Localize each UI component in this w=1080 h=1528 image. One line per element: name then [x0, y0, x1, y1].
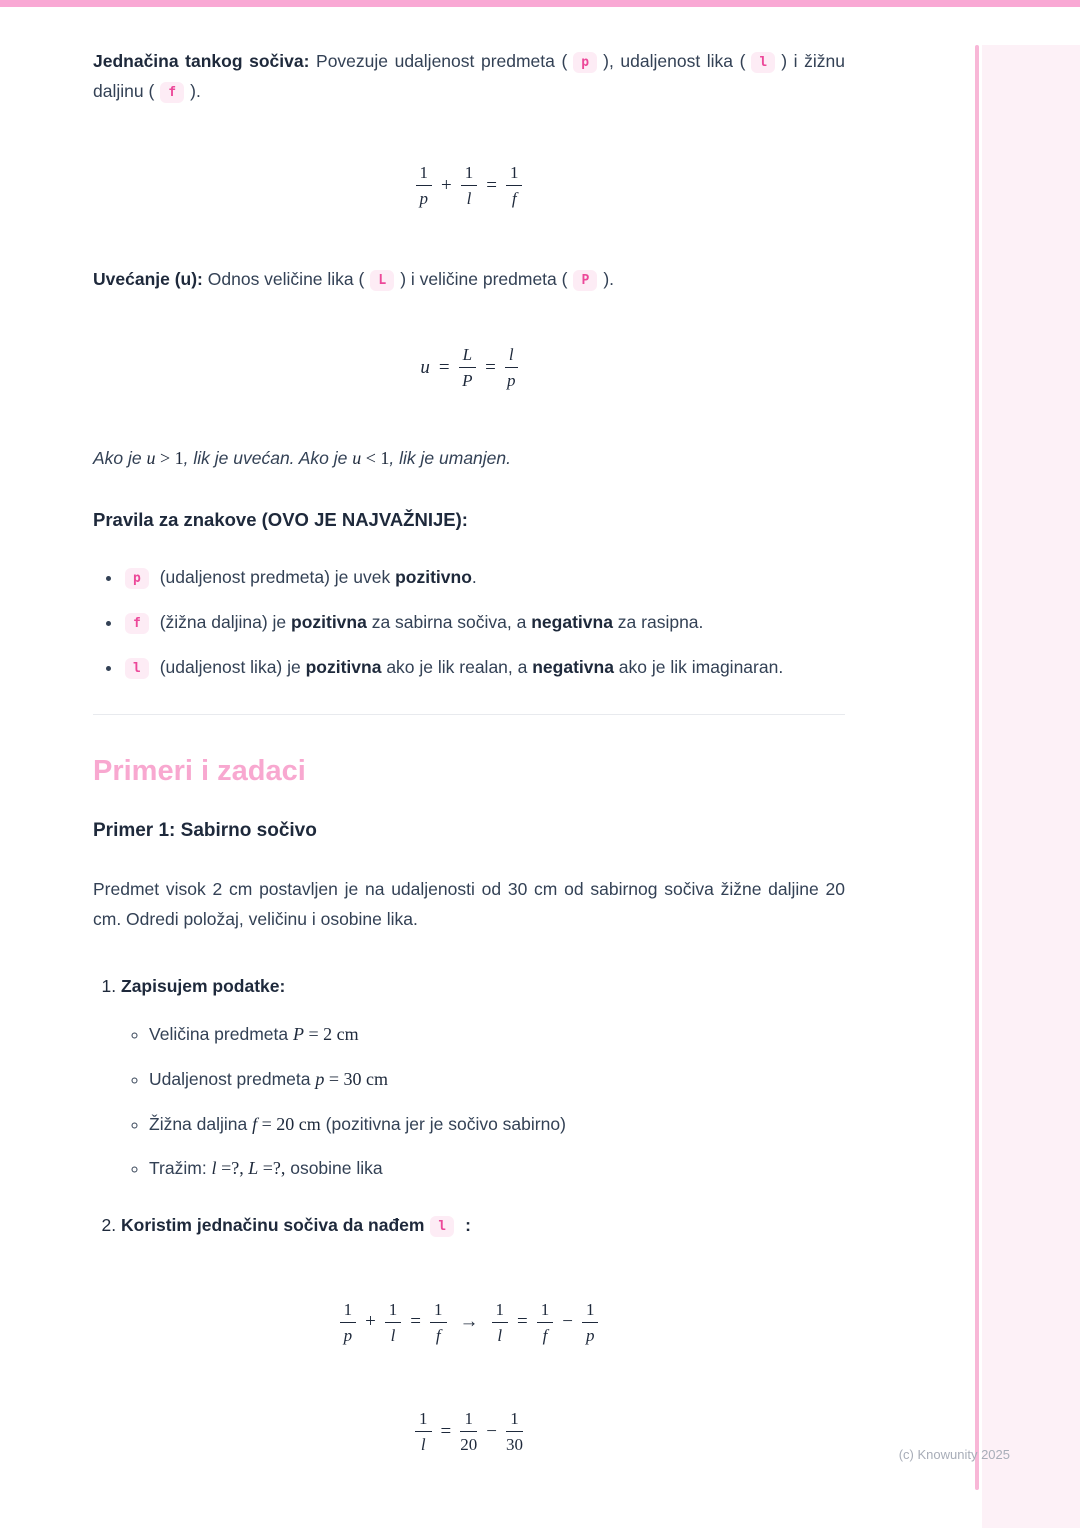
data-item-object-distance: ◦ Udaljenost predmeta p = 30 cm [149, 1064, 845, 1095]
right-margin-panel [982, 45, 1080, 1528]
example-1-heading: Primer 1: Sabirno sočivo [93, 820, 317, 842]
lens-equation-formula [93, 162, 845, 210]
section-divider [93, 714, 845, 715]
u-variable: u [420, 356, 430, 378]
equals-operator: = [485, 356, 496, 378]
fraction-1-over-f: $\frac{1}{f}$ [430, 1299, 447, 1347]
given-data-list [121, 1019, 845, 1185]
equals-operator: = [410, 1311, 421, 1333]
top-accent-bar [0, 0, 1080, 7]
fraction-l-over-p: $\frac{l}{p}$ [505, 344, 518, 392]
sign-rules-heading: Pravila za znakove (OVO JE NAJVAŽNIJE): [93, 509, 468, 531]
intro-paragraph: Jednačina tankog sočiva: Povezuje udaljenost predmeta ( p ), udaljenost lika ( l ) i žižnu daljinu ( f ). [93, 51, 845, 102]
data-item-focal-length: ◦ Žižna daljina f = 20 cm (pozitivna jer je sočivo sabirno) [149, 1109, 845, 1140]
right-accent-line [975, 45, 979, 1490]
copyright-text: (c) Knowunity 2025 [898, 1447, 1010, 1462]
step-1-label: Zapisujem podatke: [121, 975, 286, 996]
code-badge-f: f [125, 613, 149, 634]
fraction-1-over-p: $\frac{1}{p}$ [416, 162, 433, 210]
sign-rules-list [93, 562, 845, 682]
code-badge-l: l [430, 1216, 454, 1237]
code-badge-P: P [573, 270, 597, 291]
data-item-unknowns: ◦ Tražim: l =?, L =?, osobine lika [149, 1153, 845, 1184]
magnification-term: Uvećanje (u): [93, 268, 203, 289]
magnification-formula [93, 344, 845, 392]
code-badge-l: l [125, 658, 149, 679]
code-badge-f: f [160, 82, 184, 103]
minus-operator: − [486, 1420, 497, 1442]
step-2-item: 2. Koristim jednačinu sočiva da nađem l : [121, 1210, 845, 1240]
example-1-problem-text: Predmet visok 2 cm postavljen je na udaljenosti od 30 cm od sabirnog sočiva žižne daljine 20 cm. Odredi položaj, veličinu i osobine lika. [93, 879, 845, 930]
equals-operator: = [517, 1311, 528, 1333]
rule-item-l: • l (udaljenost lika) je pozitivna ako je lik realan, a negativna ako je lik imaginaran. [123, 652, 845, 682]
fraction-1-over-20: $\frac{1}{20}$ [460, 1409, 478, 1455]
plus-operator: + [365, 1311, 376, 1333]
magnification-note: Ako je u > 1, lik je uvećan. Ako je u < 1, lik je umanjen. [93, 448, 512, 469]
fraction-L-over-P: $\frac{L}{P}$ [459, 344, 476, 392]
code-badge-p: p [125, 568, 149, 589]
fraction-1-over-f: $\frac{1}{f}$ [537, 1299, 554, 1347]
data-item-object-size: ◦ Veličina predmeta P = 2 cm [149, 1019, 845, 1050]
code-badge-L: L [370, 270, 394, 291]
fraction-1-over-p: $\frac{1}{p}$ [340, 1299, 357, 1347]
arrow-operator: → [459, 1311, 479, 1333]
rearranged-lens-equation-formula [93, 1299, 845, 1347]
magnification-paragraph: Uvećanje (u): Odnos veličine lika ( L ) i veličine predmeta ( P ). [93, 268, 615, 289]
fraction-1-over-l: $\frac{1}{l}$ [415, 1408, 432, 1456]
fraction-1-over-f: $\frac{1}{f}$ [506, 162, 523, 210]
minus-operator: − [562, 1311, 573, 1333]
equals-operator: = [486, 174, 497, 196]
fraction-1-over-l: $\frac{1}{l}$ [492, 1299, 509, 1347]
examples-section-heading: Primeri i zadaci [93, 755, 306, 788]
plus-operator: + [441, 174, 452, 196]
equals-operator: = [438, 356, 450, 378]
step-2-label: Koristim jednačinu sočiva da nađem [121, 1215, 425, 1236]
code-badge-l: l [751, 52, 775, 73]
equals-operator: = [440, 1420, 452, 1442]
fraction-1-over-l: $\frac{1}{l}$ [461, 162, 478, 210]
fraction-1-over-30: $\frac{1}{30}$ [505, 1409, 523, 1455]
fraction-1-over-p: $\frac{1}{p}$ [582, 1299, 599, 1347]
fraction-1-over-l: $\frac{1}{l}$ [385, 1299, 402, 1347]
code-badge-p: p [573, 52, 597, 73]
document-content [93, 46, 845, 1456]
numeric-substitution-formula [93, 1408, 845, 1456]
step-1-item [121, 971, 845, 1185]
lens-equation-term: Jednačina tankog sočiva: [93, 51, 310, 71]
solution-steps-list [93, 971, 845, 1241]
rule-item-f: • f (žižna daljina) je pozitivna za sabirna sočiva, a negativna za rasipna. [123, 607, 845, 637]
rule-item-p: • p (udaljenost predmeta) je uvek pozitivno. [123, 562, 845, 592]
